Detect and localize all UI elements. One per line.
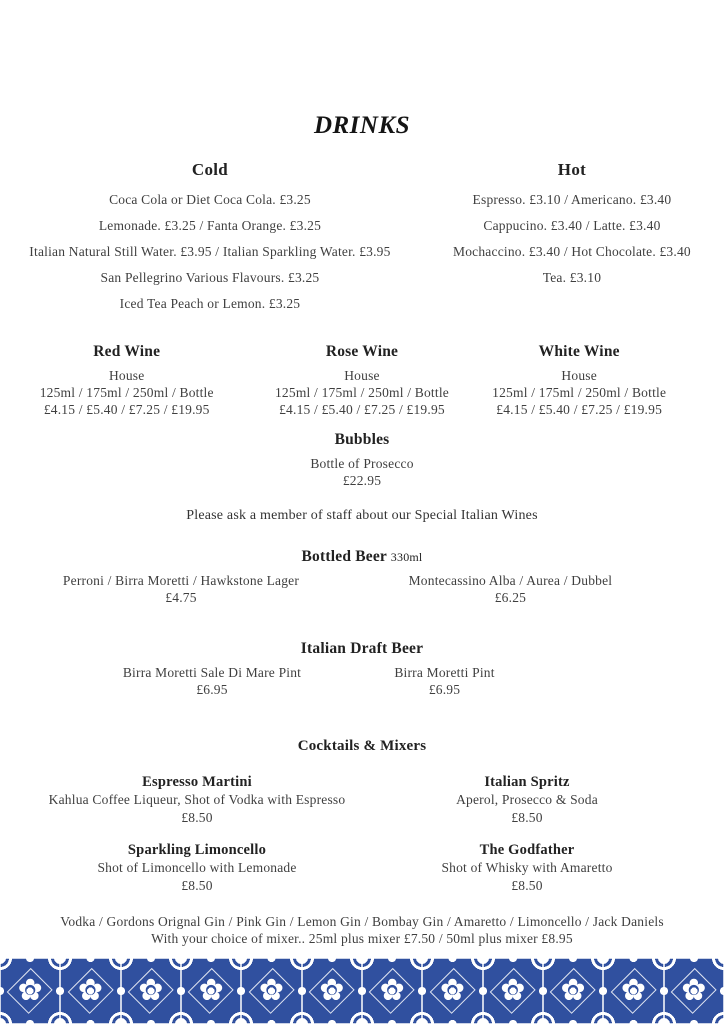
cocktail-item <box>32 773 362 827</box>
cocktail-item <box>362 773 692 827</box>
cold-heading: Cold <box>191 160 229 179</box>
wine-prices: £4.15 / £5.40 / £7.25 / £19.95 <box>496 402 663 417</box>
azulejo-tile <box>181 958 241 1024</box>
menu-item: Italian Natural Still Water. £3.95 / Italian Sparkling Water. £3.95 <box>29 244 391 259</box>
beer-name: Birra Moretti Pint <box>394 665 495 680</box>
beer-name: Montecassino Alba / Aurea / Dubbel <box>408 573 613 588</box>
wine-prices: £4.15 / £5.40 / £7.25 / £19.95 <box>43 402 210 417</box>
flower-icon: ✿ <box>77 973 104 1008</box>
menu-item: Coca Cola or Diet Coca Cola. £3.25 <box>109 192 311 207</box>
flower-icon: ✿ <box>319 973 345 1008</box>
menu-item: Iced Tea Peach or Lemon. £3.25 <box>119 296 301 311</box>
menu-item: Cappucino. £3.40 / Latte. £3.40 <box>483 218 661 233</box>
cocktail-desc: Shot of Whisky with Amaretto <box>441 860 613 875</box>
beer-option <box>0 572 362 606</box>
section-hot <box>420 160 724 317</box>
beer-price: £6.25 <box>494 590 527 605</box>
beer-option <box>362 664 527 698</box>
cocktails-grid <box>32 773 692 909</box>
flower-icon: ✿ <box>258 973 285 1008</box>
wine-sizes: 125ml / 175ml / 250ml / Bottle <box>274 385 449 400</box>
wine-row <box>0 343 724 418</box>
section-bottled-beer <box>0 548 724 606</box>
flower-icon: ✿ <box>198 973 224 1008</box>
flower-icon: ✿ <box>439 973 466 1008</box>
wine-column-red <box>0 343 253 418</box>
wine-house: House <box>108 368 145 383</box>
cocktail-name: Sparkling Limoncello <box>127 842 267 858</box>
draft-beer-heading: Italian Draft Beer <box>300 640 424 657</box>
bubbles-price: £22.95 <box>342 473 382 488</box>
section-cocktails <box>0 738 724 909</box>
hot-heading: Hot <box>557 160 587 179</box>
azulejo-tile <box>0 958 60 1024</box>
menu-item: Tea. £3.10 <box>542 270 602 285</box>
wine-sizes: 125ml / 175ml / 250ml / Bottle <box>39 385 214 400</box>
beer-name: Perroni / Birra Moretti / Hawkstone Lager <box>62 573 300 588</box>
rose-wine-heading: Rose Wine <box>325 343 399 360</box>
bottled-beer-options <box>0 572 724 606</box>
section-bubbles <box>0 431 724 489</box>
flower-icon: ✿ <box>17 973 43 1008</box>
cocktail-price: £8.50 <box>181 810 213 825</box>
wine-house: House <box>344 368 380 383</box>
special-wines-note: Please ask a member of staff about our Special Italian Wines <box>186 508 538 523</box>
wine-column-white <box>471 343 688 418</box>
azulejo-tile <box>60 958 120 1024</box>
bubbles-item: Bottle of Prosecco <box>310 456 414 471</box>
cocktail-item <box>32 841 362 895</box>
section-spirits <box>0 913 724 947</box>
cocktail-name: Italian Spritz <box>484 774 570 790</box>
wine-column-rose <box>253 343 470 418</box>
cocktail-price: £8.50 <box>511 810 543 825</box>
bubbles-heading: Bubbles <box>334 431 390 448</box>
bottled-beer-size: 330ml <box>390 550 423 564</box>
menu-item: Espresso. £3.10 / Americano. £3.40 <box>472 192 672 207</box>
spirits-list: Vodka / Gordons Orignal Gin / Pink Gin / Lemon Gin / Bombay Gin / Amaretto / Limoncello / Jack Daniels <box>60 914 664 929</box>
azulejo-tile <box>483 958 543 1024</box>
cocktail-item <box>362 841 692 895</box>
bottled-beer-heading <box>0 548 724 566</box>
wine-house: House <box>561 368 597 383</box>
azulejo-tile <box>302 958 362 1024</box>
cocktail-price: £8.50 <box>511 878 543 893</box>
cocktail-price: £8.50 <box>181 878 213 893</box>
section-cold <box>0 160 420 317</box>
beer-option <box>62 664 362 698</box>
flower-icon: ✿ <box>138 973 164 1008</box>
wine-sizes: 125ml / 175ml / 250ml / Bottle <box>492 385 667 400</box>
azulejo-tile <box>603 958 663 1024</box>
cold-hot-row <box>0 160 724 317</box>
wine-prices: £4.15 / £5.40 / £7.25 / £19.95 <box>279 402 445 417</box>
flower-icon: ✿ <box>620 973 647 1008</box>
page-title: DRINKS <box>313 112 411 139</box>
beer-option <box>362 572 659 606</box>
draft-beer-options <box>62 664 662 698</box>
cocktail-name: Espresso Martini <box>142 774 252 790</box>
cocktails-heading: Cocktails & Mixers <box>297 738 427 754</box>
cocktail-desc: Kahlua Coffee Liqueur, Shot of Vodka with Espresso <box>48 792 346 807</box>
cocktail-desc: Aperol, Prosecco & Soda <box>456 792 598 807</box>
flower-icon: ✿ <box>379 973 405 1008</box>
section-draft-beer <box>0 640 724 698</box>
menu-item: Lemonade. £3.25 / Fanta Orange. £3.25 <box>98 218 322 233</box>
red-wine-heading: Red Wine <box>93 343 161 360</box>
azulejo-tile <box>241 958 301 1024</box>
spirits-mixer-note: With your choice of mixer.. 25ml plus mixer £7.50 / 50ml plus mixer £8.95 <box>151 931 573 946</box>
bottled-beer-label: Bottled Beer <box>301 548 387 565</box>
decorative-tile-border <box>0 958 724 1024</box>
flower-icon: ✿ <box>681 973 707 1008</box>
beer-price: £6.95 <box>428 682 461 697</box>
cocktail-name: The Godfather <box>479 842 575 858</box>
azulejo-tile <box>121 958 181 1024</box>
beer-name: Birra Moretti Sale Di Mare Pint <box>122 665 302 680</box>
azulejo-tile <box>362 958 422 1024</box>
beer-price: £6.95 <box>196 682 228 697</box>
menu-item: Mochaccino. £3.40 / Hot Chocolate. £3.40 <box>453 244 691 259</box>
beer-price: £4.75 <box>165 590 197 605</box>
white-wine-heading: White Wine <box>538 343 620 360</box>
azulejo-tile <box>543 958 603 1024</box>
flower-icon: ✿ <box>500 973 526 1008</box>
cocktail-desc: Shot of Limoncello with Lemonade <box>97 860 297 875</box>
azulejo-tile <box>664 958 724 1024</box>
flower-icon: ✿ <box>560 973 586 1008</box>
menu-item: San Pellegrino Various Flavours. £3.25 <box>100 270 320 285</box>
azulejo-tile <box>422 958 482 1024</box>
